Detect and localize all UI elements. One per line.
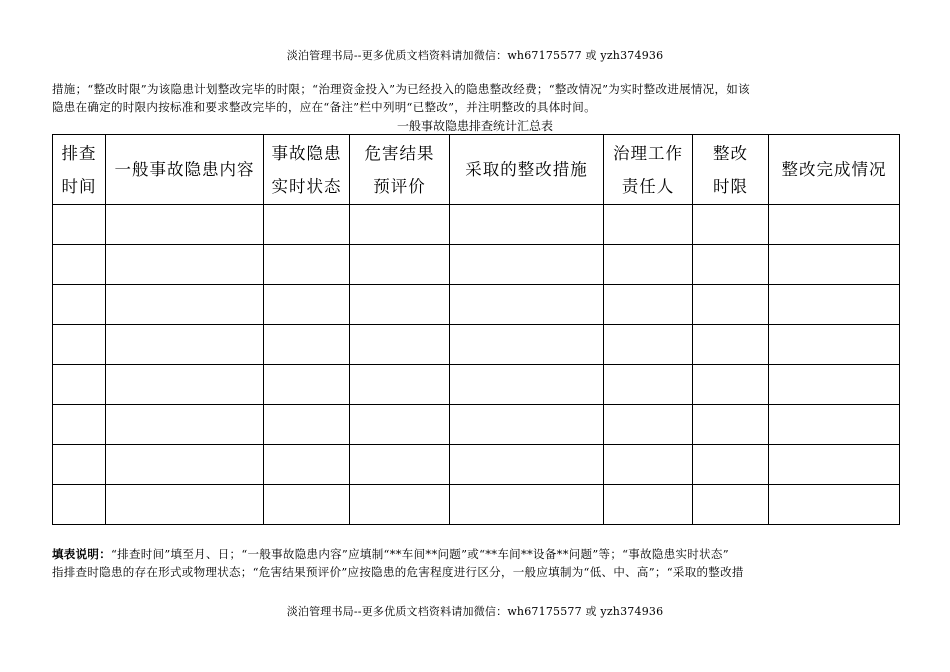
column-header-line: 危害结果 xyxy=(364,143,435,163)
notes-line-1 xyxy=(52,545,902,563)
column-header-measures xyxy=(450,135,604,205)
column-header-line: 责任人 xyxy=(621,176,675,196)
table-cell[interactable] xyxy=(106,325,264,365)
table-cell[interactable] xyxy=(350,365,450,405)
table-cell[interactable] xyxy=(350,485,450,525)
table-cell[interactable] xyxy=(604,205,693,245)
table-cell[interactable] xyxy=(769,485,900,525)
table-cell[interactable] xyxy=(769,205,900,245)
table-cell[interactable] xyxy=(350,325,450,365)
table-cell[interactable] xyxy=(53,205,106,245)
table-cell[interactable] xyxy=(53,245,106,285)
table-cell[interactable] xyxy=(450,445,604,485)
table-cell[interactable] xyxy=(264,485,350,525)
table-cell[interactable] xyxy=(450,285,604,325)
column-header-check-time xyxy=(53,135,106,205)
table-cell[interactable] xyxy=(350,205,450,245)
table-cell[interactable] xyxy=(106,365,264,405)
column-header-line: 实时状态 xyxy=(271,176,342,196)
table-cell[interactable] xyxy=(350,405,450,445)
column-header-realtime-status xyxy=(264,135,350,205)
table-cell[interactable] xyxy=(106,285,264,325)
table-cell[interactable] xyxy=(264,205,350,245)
table-cell[interactable] xyxy=(604,485,693,525)
page-footer: 淡泊管理书局--更多优质文档资料请加微信：wh67175577 或 yzh374936 xyxy=(286,605,664,618)
column-header-responsible-person xyxy=(604,135,693,205)
table-cell[interactable] xyxy=(264,285,350,325)
table-cell[interactable] xyxy=(693,325,769,365)
table-header-row xyxy=(53,135,900,205)
table-cell[interactable] xyxy=(264,325,350,365)
table-row xyxy=(53,325,900,365)
table-cell[interactable] xyxy=(450,485,604,525)
table-cell[interactable] xyxy=(693,485,769,525)
column-header-hazard-content xyxy=(106,135,264,205)
table-cell[interactable] xyxy=(53,285,106,325)
notes-label: 填表说明： xyxy=(52,547,111,561)
column-header-completion-status xyxy=(769,135,900,205)
table-cell[interactable] xyxy=(693,205,769,245)
table-cell[interactable] xyxy=(53,485,106,525)
table-cell[interactable] xyxy=(53,365,106,405)
table-cell[interactable] xyxy=(450,405,604,445)
table-cell[interactable] xyxy=(604,325,693,365)
table-cell[interactable] xyxy=(106,445,264,485)
table-cell[interactable] xyxy=(693,445,769,485)
table-cell[interactable] xyxy=(604,405,693,445)
table-row xyxy=(53,405,900,445)
column-header-line: 事故隐患 xyxy=(271,143,342,163)
column-header-line: 采取的整改措施 xyxy=(465,160,588,179)
table-cell[interactable] xyxy=(264,405,350,445)
column-header-line: 整改完成情况 xyxy=(781,160,887,179)
column-header-harm-assessment xyxy=(350,135,450,205)
table-cell[interactable] xyxy=(264,245,350,285)
table-title: 一般事故隐患排查统计汇总表 xyxy=(396,119,553,133)
column-header-deadline xyxy=(693,135,769,205)
page-header: 淡泊管理书局--更多优质文档资料请加微信：wh67175577 或 yzh374936 xyxy=(286,49,664,62)
table-cell[interactable] xyxy=(53,405,106,445)
notes-text-1: “排查时间”填至月、日；“一般事故隐患内容”应填制“**车间**问题”或“**车间**设备**问题”等；“事故隐患实时状态” xyxy=(111,547,729,561)
table-cell[interactable] xyxy=(693,245,769,285)
table-cell[interactable] xyxy=(604,245,693,285)
column-header-line: 一般事故隐患内容 xyxy=(114,160,255,179)
table-cell[interactable] xyxy=(450,325,604,365)
column-header-line: 整改 xyxy=(713,143,748,163)
column-header-line: 时间 xyxy=(61,176,97,196)
table-cell[interactable] xyxy=(53,325,106,365)
table-row xyxy=(53,245,900,285)
table-cell[interactable] xyxy=(106,205,264,245)
table-cell[interactable] xyxy=(769,445,900,485)
table-cell[interactable] xyxy=(450,245,604,285)
table-cell[interactable] xyxy=(604,285,693,325)
table-cell[interactable] xyxy=(769,365,900,405)
table-cell[interactable] xyxy=(769,245,900,285)
table-cell[interactable] xyxy=(450,205,604,245)
column-header-line: 排查 xyxy=(61,143,97,163)
notes-line-2: 指排查时隐患的存在形式或物理状态；“危害结果预评价”应按隐患的危害程度进行区分，一般应填制为“低、中、高”；“采取的整改措 xyxy=(52,565,744,579)
table-row xyxy=(53,285,900,325)
column-header-line: 预评价 xyxy=(373,176,426,196)
table-cell[interactable] xyxy=(693,285,769,325)
column-header-line: 时限 xyxy=(713,176,748,196)
table-cell[interactable] xyxy=(693,365,769,405)
table-cell[interactable] xyxy=(450,365,604,405)
table-cell[interactable] xyxy=(350,445,450,485)
table-cell[interactable] xyxy=(106,405,264,445)
table-cell[interactable] xyxy=(604,445,693,485)
table-cell[interactable] xyxy=(604,365,693,405)
table-cell[interactable] xyxy=(53,445,106,485)
table-row xyxy=(53,365,900,405)
table-cell[interactable] xyxy=(264,365,350,405)
table-cell[interactable] xyxy=(769,285,900,325)
intro-text-line-1: 措施；“整改时限”为该隐患计划整改完毕的时限；“治理资金投入”为已经投入的隐患整改经费；“整改情况”为实时整改进展情况，如该 xyxy=(52,82,750,96)
table-cell[interactable] xyxy=(350,245,450,285)
table-cell[interactable] xyxy=(264,445,350,485)
table-row xyxy=(53,445,900,485)
table-cell[interactable] xyxy=(769,325,900,365)
table-row xyxy=(53,205,900,245)
column-header-line: 治理工作 xyxy=(613,143,683,163)
table-cell[interactable] xyxy=(693,405,769,445)
table-cell[interactable] xyxy=(106,485,264,525)
table-cell[interactable] xyxy=(106,245,264,285)
hazard-summary-table xyxy=(52,134,900,525)
intro-text-line-2: 隐患在确定的时限内按标准和要求整改完毕的，应在“备注”栏中列明“已整改”，并注明整改的具体时间。 xyxy=(52,100,596,114)
table-row xyxy=(53,485,900,525)
table-cell[interactable] xyxy=(769,405,900,445)
table-cell[interactable] xyxy=(350,285,450,325)
